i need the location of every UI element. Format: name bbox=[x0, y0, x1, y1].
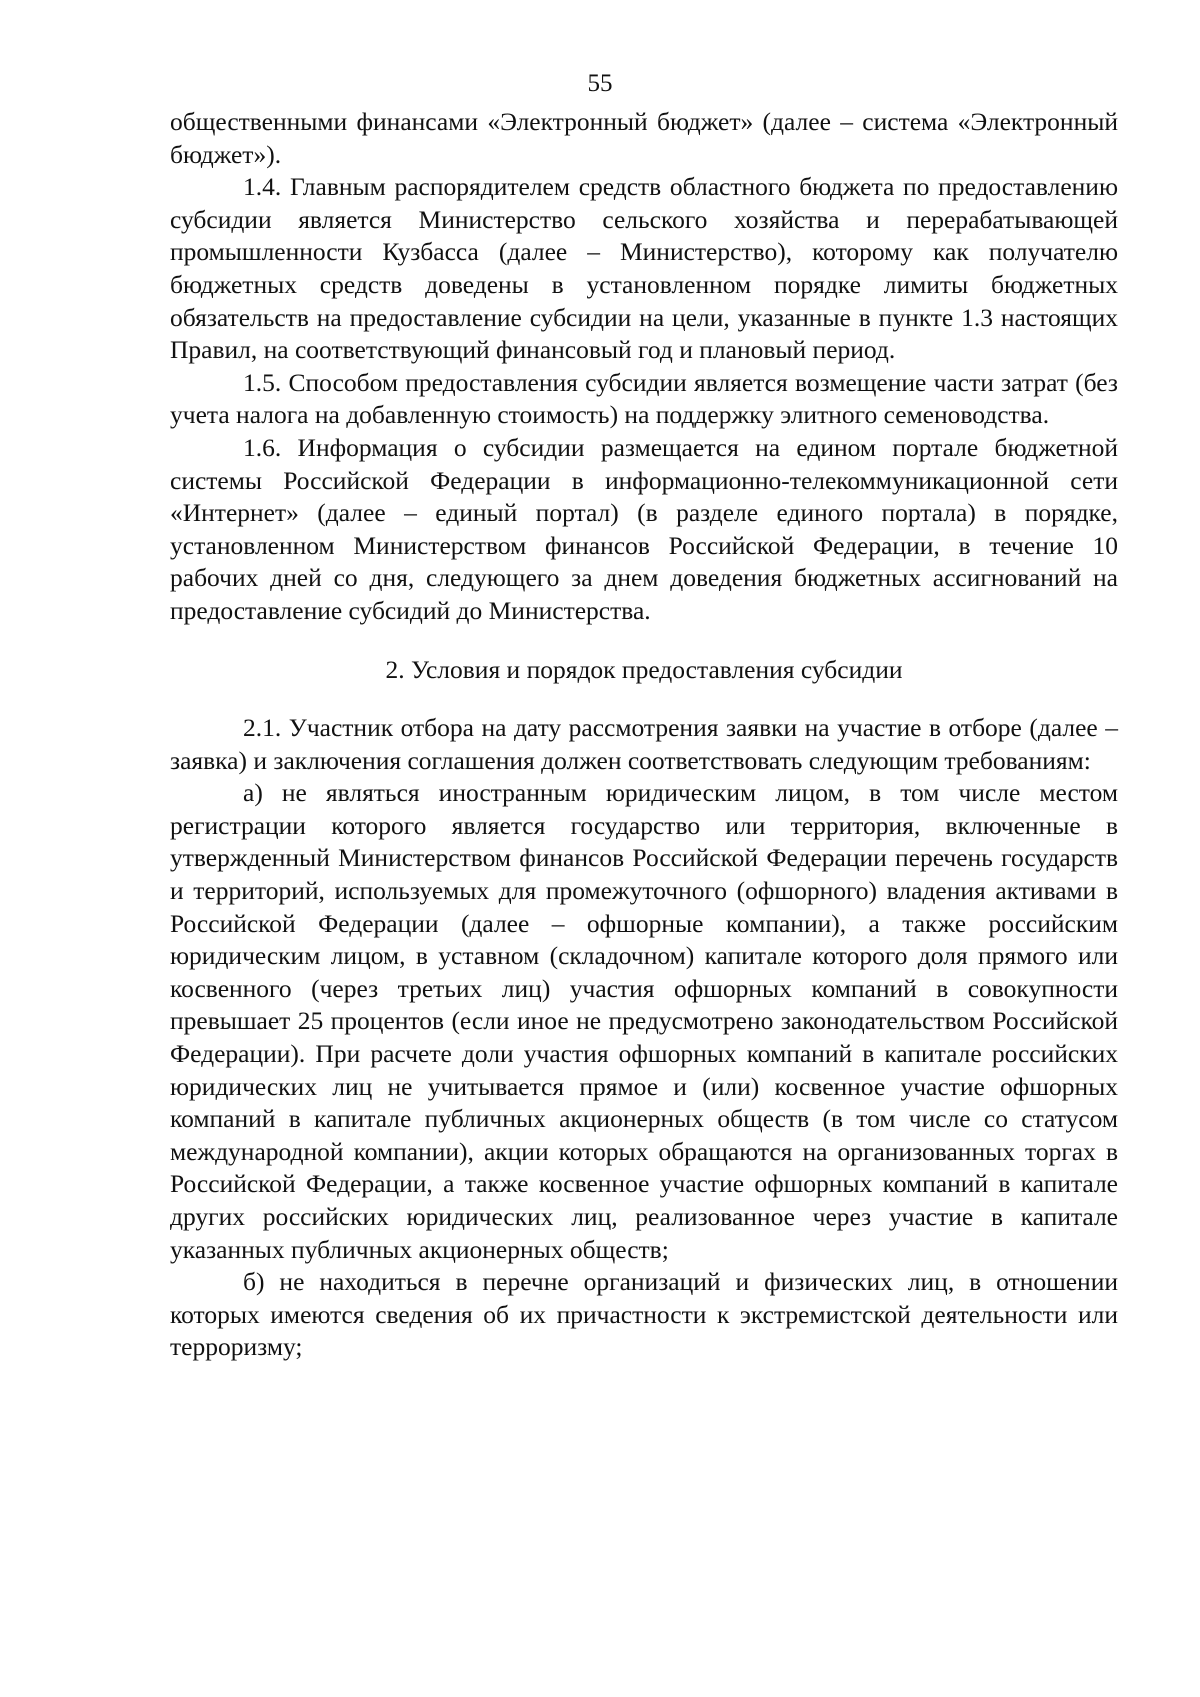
paragraph-1-6: 1.6. Информация о субсидии размещается на едином портале бюджетной системы Российской Федерации в информационно-телекоммуникационной сети «Интернет» (далее – единый портал) (в разделе единого портала) в порядке, установленном Министерством финансов Российской Федерации, в течение 10 рабочих дней со дня, следующего за днем доведения бюджетных ассигнований на предоставление субсидий до Министерства. bbox=[170, 432, 1118, 625]
paragraph-2-1: 2.1. Участник отбора на дату рассмотрения заявки на участие в отборе (далее – заявка) и заключения соглашения должен соответствовать следующим требованиям: bbox=[170, 713, 1118, 775]
paragraph-1-5: 1.5. Способом предоставления субсидии является возмещение части затрат (без учета налога на добавленную стоимость) на поддержку элитного семеноводства. bbox=[170, 367, 1118, 430]
paragraph-continuation: общественными финансами «Электронный бюджет» (далее – система «Электронный бюджет»). bbox=[170, 107, 1118, 169]
document-body bbox=[170, 106, 1118, 1364]
section-heading-2: 2. Условия и порядок предоставления субсидии bbox=[385, 654, 903, 684]
paragraph-2-1-b: б) не находиться в перечне организаций и физических лиц, в отношении которых имеются сведения об их причастности к экстремистской деятельности или терроризму; bbox=[170, 1267, 1118, 1362]
paragraph-2-1-a: а) не являться иностранным юридическим лицом, в том числе местом регистрации которого является государство или территория, включенные в утвержденный Министерством финансов Российской Федерации перечень государств и территорий, используемых для промежуточного (офшорного) владения активами в Российской Федерации (далее – офшорные компании), а также российским юридическим лицом, в уставном (складочном) капитале которого доля прямого или косвенного (через третьих лиц) участия офшорных компаний в совокупности превышает 25 процентов (если иное не предусмотрено законодательством Российской Федерации). При расчете доли участия офшорных компаний в капитале российских юридических лиц не учитывается прямое и (или) косвенное участие офшорных компаний в капитале публичных акционерных обществ (в том числе со статусом международной компании), акции которых обращаются на организованных торгах в Российской Федерации, а также косвенное участие офшорных компаний в капитале других российских юридических лиц, реализованное через участие в капитале указанных публичных акционерных обществ; bbox=[170, 778, 1118, 1264]
page-number: 55 bbox=[587, 70, 613, 97]
paragraph-1-4: 1.4. Главным распорядителем средств областного бюджета по предоставлению субсидии является Министерство сельского хозяйства и перерабатывающей промышленности Кузбасса (далее – Министерство), которому как получателю бюджетных средств доведены в установленном порядке лимиты бюджетных обязательств на предоставление субсидии на цели, указанные в пункте 1.3 настоящих Правил, на соответствующий финансовый год и плановый период. bbox=[170, 172, 1118, 365]
